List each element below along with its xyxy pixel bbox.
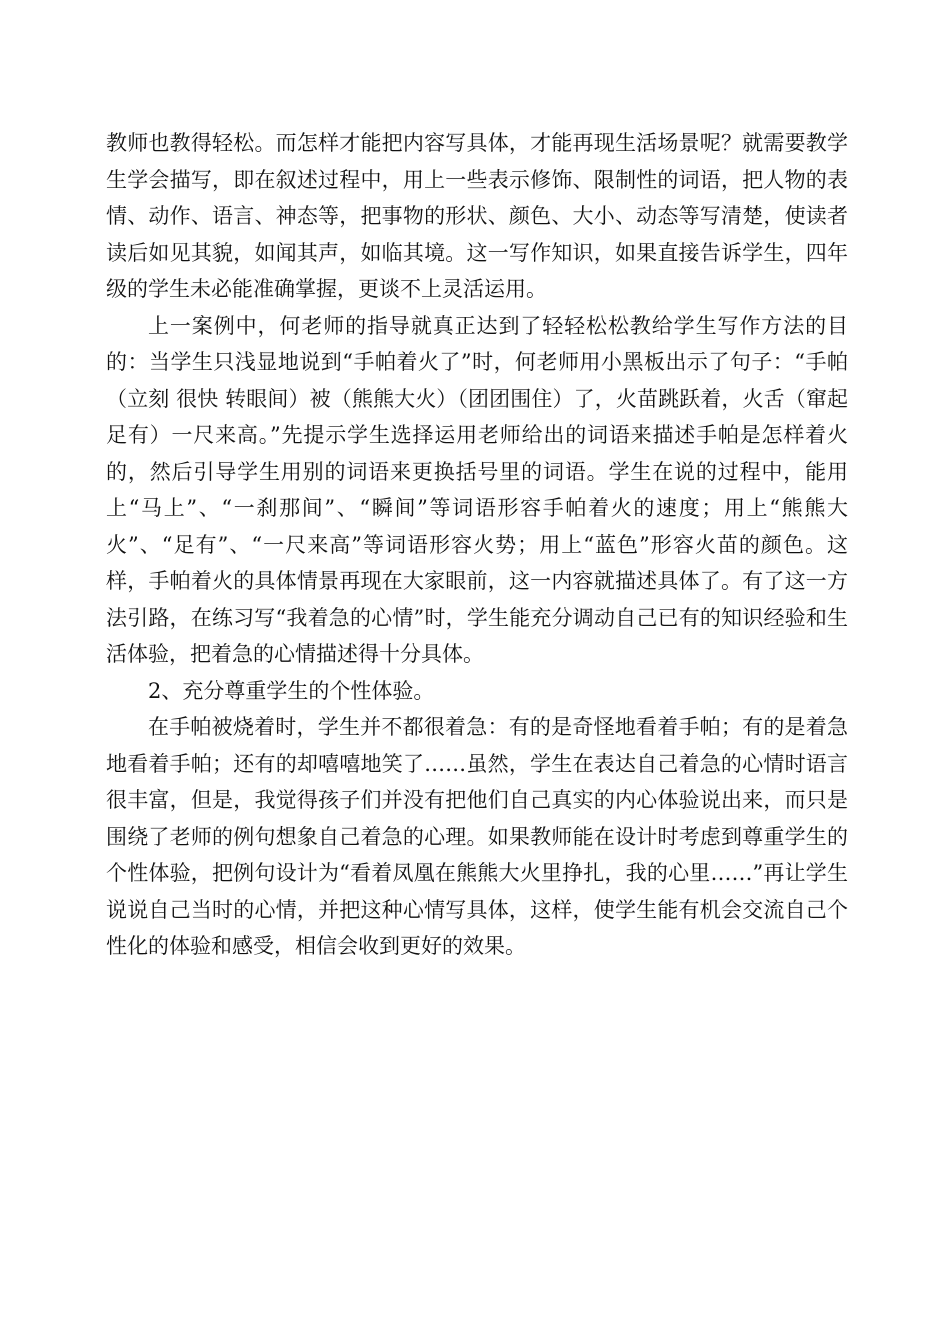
section-heading: 2、充分尊重学生的个性体验。 — [148, 678, 435, 703]
paragraph-case-analysis: 上一案例中，何老师的指导就真正达到了轻轻松松教给学生写作方法的目的：当学生只浅显地说到“手帕着火了”时，何老师用小黑板出示了句子：“手帕（立刻 很快 转眼间）被（熊熊大火）（团团围住）了，火苗跳跃着，火舌（窜起 足有）一尺来高。”先提示学生选择运用老师给出的词语来描述手帕是怎样着火的，然后引导学生用别的词语来更换括号里的词语。学生在说的过程中，能用上“马上”、“一刹那间”、“瞬间”等词语形容手帕着火的速度；用上“熊熊大火”、“足有”、“一尺来高”等词语形容火势；用上“蓝色”形容火苗的颜色。这样，手帕着火的具体情景再现在大家眼前，这一内容就描述具体了。有了这一方法引路，在练习写“我着急的心情”时，学生能充分调动自己已有的知识经验和生活体验，把着急的心情描述得十分具体。 — [106, 313, 848, 666]
document-body — [106, 125, 848, 965]
paragraph-continuation: 教师也教得轻松。而怎样才能把内容写具体，才能再现生活场景呢？就需要教学生学会描写，即在叙述过程中，用上一些表示修饰、限制性的词语，把人物的表情、动作、语言、神态等，把事物的形状、颜色、大小、动态等写清楚，使读者读后如见其貌，如闻其声，如临其境。这一写作知识，如果直接告诉学生，四年级的学生未必能准确掌握，更谈不上灵活运用。 — [106, 131, 848, 301]
paragraph-individual-experience: 在手帕被烧着时，学生并不都很着急：有的是奇怪地看着手帕；有的是着急地看着手帕；还有的却嘻嘻地笑了……虽然，学生在表达自己着急的心情时语言很丰富，但是，我觉得孩子们并没有把他们自己真实的内心体验说出来，而只是围绕了老师的例句想象自己着急的心理。如果教师能在设计时考虑到尊重学生的个性体验，把例句设计为“看着凤凰在熊熊大火里挣扎，我的心里……”再让学生说说自己当时的心情，并把这种心情写具体，这样，使学生能有机会交流自己个性化的体验和感受，相信会收到更好的效果。 — [106, 715, 848, 958]
